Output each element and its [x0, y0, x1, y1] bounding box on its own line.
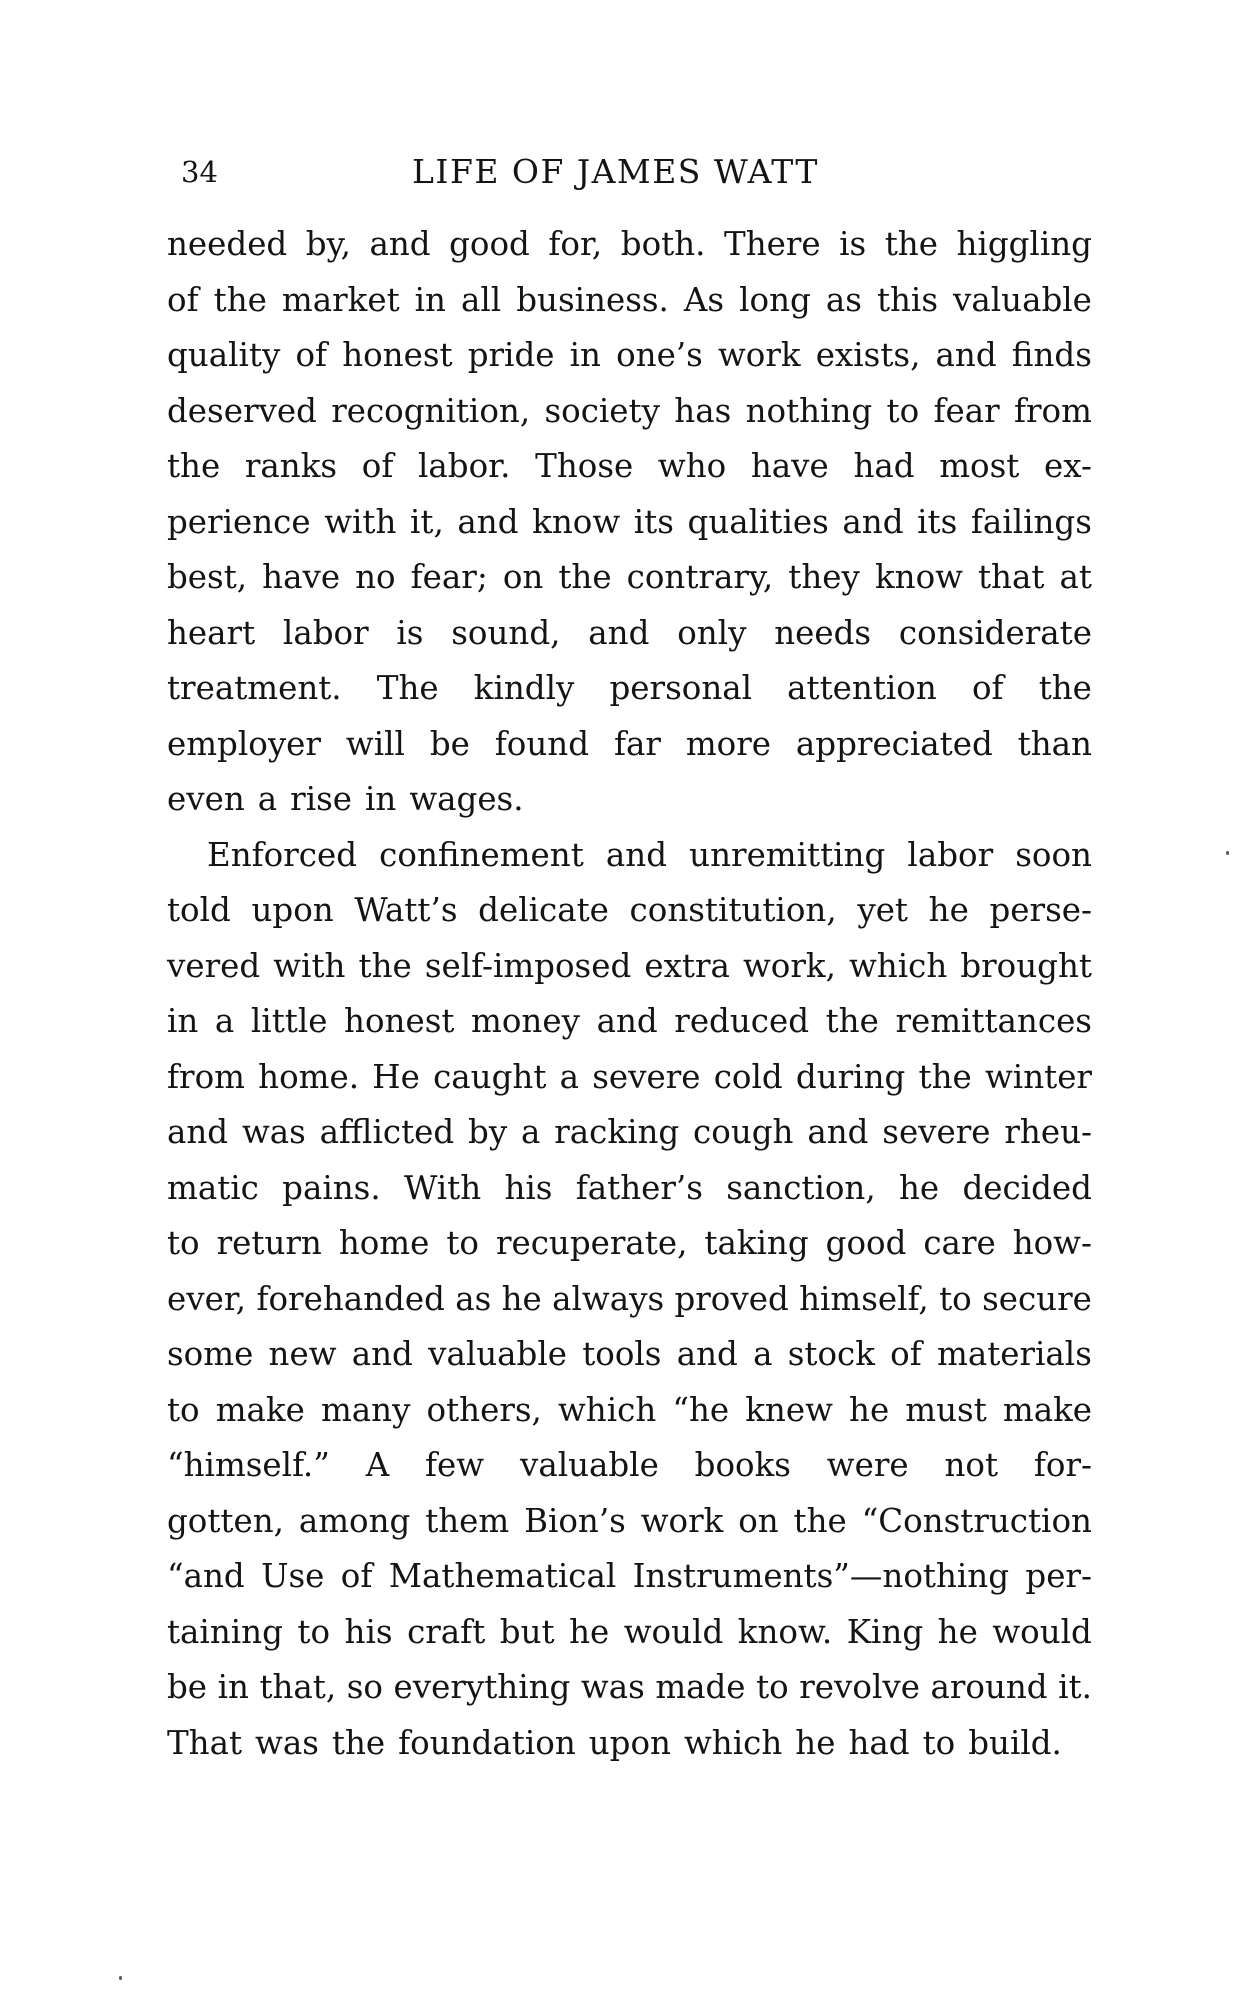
text-line [167, 994, 1092, 1050]
word: to [756, 1668, 789, 1706]
word: cold [713, 1057, 783, 1096]
word: good [825, 1224, 907, 1262]
word: he [569, 1612, 610, 1651]
word: and [457, 502, 519, 541]
word: is [839, 225, 867, 263]
word: return [216, 1224, 322, 1262]
word: has [674, 391, 732, 430]
word: perience [167, 502, 311, 541]
word: of [295, 336, 328, 374]
word: he [849, 1390, 890, 1429]
word: proved [674, 1279, 789, 1318]
word: qualities [687, 502, 829, 541]
word: rise [290, 780, 352, 818]
word: finds [1011, 336, 1092, 374]
word: he [795, 1723, 836, 1762]
word: sound, [451, 613, 561, 652]
word: the [1038, 669, 1092, 707]
word: to [446, 1224, 479, 1262]
word: only [677, 613, 747, 652]
word: work, [742, 946, 836, 985]
word: than [1017, 724, 1092, 763]
print-speck [1226, 851, 1229, 855]
text-line [167, 1716, 1092, 1772]
word: valuable [519, 1446, 659, 1484]
text-line [167, 1438, 1092, 1494]
word: the [918, 1057, 972, 1096]
word: home. [258, 1057, 360, 1096]
word: both. [620, 225, 706, 263]
word: his [344, 1612, 393, 1651]
word: with [324, 502, 397, 541]
word: his [504, 1168, 553, 1207]
word: new [268, 1335, 337, 1373]
word: which [683, 1723, 783, 1762]
word: but [499, 1612, 555, 1651]
word: rheu- [1004, 1113, 1092, 1151]
word: in [167, 1002, 199, 1040]
word: which [848, 946, 948, 985]
word: during [795, 1057, 906, 1096]
word: the [793, 1501, 847, 1540]
word: books [694, 1446, 791, 1484]
word: heart [167, 613, 256, 652]
word: not [944, 1446, 999, 1484]
word: afflicted [319, 1113, 455, 1151]
word: yet [857, 891, 908, 929]
word: to [922, 1723, 956, 1762]
word: the [167, 447, 221, 485]
word: care [923, 1224, 996, 1262]
word: “and [167, 1557, 245, 1595]
word: and [167, 1113, 229, 1151]
word: quality [167, 336, 281, 374]
word: pains. [282, 1168, 381, 1207]
word: caught [433, 1057, 547, 1096]
word: in [217, 1668, 249, 1706]
word: severe [882, 1113, 991, 1151]
word: of [361, 447, 394, 485]
word: self-imposed [424, 946, 632, 985]
word: personal [609, 669, 753, 707]
word: from [1013, 391, 1092, 430]
word: and [807, 1113, 869, 1151]
word: make [1002, 1390, 1092, 1429]
word: made [655, 1668, 746, 1706]
word: more [685, 724, 771, 763]
word: The [376, 669, 439, 707]
paragraph [167, 828, 1092, 1772]
word: for- [1033, 1446, 1092, 1484]
word: it, [410, 502, 444, 541]
word: long [739, 280, 811, 319]
word: would [623, 1612, 724, 1651]
word: a [214, 1002, 235, 1040]
word: he [928, 891, 969, 929]
word: told [167, 891, 231, 929]
word: Enforced [207, 835, 358, 874]
word: fear; [410, 558, 488, 596]
word: no [355, 558, 396, 596]
word: gotten, [167, 1501, 284, 1540]
word: and [935, 336, 997, 374]
word: a [257, 780, 278, 818]
word: among [298, 1501, 411, 1540]
word: would [992, 1612, 1092, 1651]
word: build. [968, 1723, 1062, 1762]
word: and [676, 1335, 738, 1373]
word: upon [588, 1723, 671, 1762]
word: best, [167, 558, 248, 596]
word: the [358, 946, 412, 985]
word: from [167, 1057, 245, 1096]
word: perse- [989, 891, 1092, 929]
word: father’s [575, 1168, 703, 1207]
text-line [167, 717, 1092, 773]
word: were [826, 1446, 909, 1484]
word: nothing [745, 391, 873, 430]
word: society [544, 391, 660, 430]
word: found [494, 724, 590, 763]
word: business. [516, 280, 669, 319]
word: cough [693, 1113, 794, 1151]
text-line [167, 1216, 1092, 1272]
word: himself, [799, 1279, 929, 1318]
word: for, [548, 225, 603, 263]
word: vered [167, 946, 261, 985]
word: how- [1012, 1224, 1092, 1262]
word: Bion’s [524, 1501, 626, 1540]
word: to [167, 1224, 200, 1262]
word: will [345, 724, 405, 763]
text-line [167, 1494, 1092, 1550]
word: most [939, 447, 1020, 485]
word: “himself.” [167, 1446, 330, 1484]
word: that, [259, 1668, 337, 1706]
word: Those [535, 447, 634, 485]
word: of [340, 1557, 373, 1595]
word: With [403, 1168, 482, 1207]
word: craft [407, 1612, 486, 1651]
text-line [167, 1605, 1092, 1661]
word: labor [907, 835, 994, 874]
text-line [167, 328, 1092, 384]
text-line [167, 828, 1092, 884]
word: a [753, 1335, 773, 1373]
text-line [167, 1660, 1092, 1716]
word: as [455, 1279, 492, 1318]
word: in [414, 280, 446, 319]
word: that [978, 558, 1045, 596]
word: others, [426, 1390, 542, 1429]
word: is [396, 613, 424, 652]
word: at [1059, 558, 1092, 596]
word: everything [393, 1668, 571, 1706]
running-head [167, 150, 1092, 194]
text-line [167, 1549, 1092, 1605]
word: Use [261, 1557, 325, 1595]
word: upon [251, 891, 334, 929]
word: There [724, 225, 821, 263]
word: by [468, 1113, 508, 1151]
word: foundation [398, 1723, 576, 1762]
word: employer [167, 724, 321, 763]
word: little [250, 1002, 328, 1040]
word: know [532, 502, 621, 541]
word: and [596, 1002, 658, 1040]
word: deserved [167, 391, 317, 430]
word: by, [305, 225, 351, 263]
word: was [241, 1113, 306, 1151]
word: the [331, 1723, 386, 1762]
word: constitution, [629, 891, 837, 929]
word: a [521, 1113, 541, 1151]
word: higgling [956, 225, 1092, 263]
word: winter [984, 1057, 1092, 1096]
word: they [788, 558, 860, 596]
word: of [167, 280, 199, 319]
word: the [884, 225, 938, 263]
word: it. [1058, 1668, 1092, 1706]
word: and [588, 613, 650, 652]
word: contrary, [626, 558, 774, 596]
word: Instruments”—nothing [632, 1557, 1010, 1595]
word: considerate [898, 613, 1092, 652]
word: have [262, 558, 341, 596]
word: “he [672, 1390, 730, 1429]
word: failings [970, 502, 1092, 541]
word: labor. [418, 447, 511, 485]
word: racking [554, 1113, 680, 1151]
word: matic [167, 1168, 259, 1207]
word: confinement [379, 835, 584, 874]
word: to [297, 1612, 331, 1651]
word: honest [342, 336, 453, 374]
word: be [429, 724, 470, 763]
word: with [273, 946, 346, 985]
text-line [167, 495, 1092, 551]
word: always [552, 1279, 665, 1318]
word: in [365, 780, 397, 818]
word: of [971, 669, 1004, 707]
word: this [876, 280, 939, 319]
word: which [557, 1390, 657, 1429]
word: on [738, 1501, 779, 1540]
word: must [905, 1390, 987, 1429]
word: treatment. [167, 669, 342, 707]
word: some [167, 1335, 254, 1373]
text-line [167, 661, 1092, 717]
word: around [930, 1668, 1048, 1706]
word: recognition, [331, 391, 531, 430]
word: to [939, 1279, 972, 1318]
text-line [167, 384, 1092, 440]
word: he [937, 1612, 978, 1651]
word: secure [982, 1279, 1092, 1318]
word: forehanded [256, 1279, 445, 1318]
word: the [825, 1002, 879, 1040]
word: revolve [799, 1668, 920, 1706]
word: exists, [815, 336, 921, 374]
word: appreciated [795, 724, 993, 763]
word: know [874, 558, 963, 596]
word: needed [167, 225, 288, 263]
running-title: LIFE OF JAMES WATT [412, 152, 819, 191]
word: and [369, 225, 431, 263]
word: its [633, 502, 674, 541]
word: decided [962, 1168, 1092, 1207]
page-number: 34 [181, 155, 218, 189]
text-line [167, 550, 1092, 606]
word: ever, [167, 1279, 247, 1318]
word: King [846, 1612, 924, 1651]
word: materials [937, 1335, 1092, 1373]
word: kindly [473, 669, 575, 707]
word: valuable [953, 280, 1092, 319]
body-text [167, 217, 1092, 1771]
word: to [167, 1390, 200, 1429]
word: was [255, 1723, 319, 1762]
word: severe [592, 1057, 701, 1096]
word: a [559, 1057, 579, 1096]
text-line [167, 273, 1092, 329]
word: far [613, 724, 661, 763]
word: brought [960, 946, 1092, 985]
text-line [167, 939, 1092, 995]
word: home [338, 1224, 430, 1262]
word: knew [745, 1390, 833, 1429]
word: he [501, 1279, 542, 1318]
word: so [346, 1668, 383, 1706]
word: sanction, [726, 1168, 876, 1207]
text-line [167, 1161, 1092, 1217]
word: was [580, 1668, 645, 1706]
text-line [167, 772, 1092, 828]
word: one’s [616, 336, 703, 374]
word: of [890, 1335, 922, 1373]
word: even [167, 780, 245, 818]
word: them [425, 1501, 510, 1540]
word: wages. [409, 780, 524, 818]
word: all [461, 280, 502, 319]
print-speck [119, 1976, 122, 1980]
word: and [605, 835, 668, 874]
word: honest [344, 1002, 455, 1040]
word: good [449, 225, 530, 263]
word: needs [774, 613, 872, 652]
word: reduced [674, 1002, 810, 1040]
text-line [167, 1105, 1092, 1161]
word: pride [467, 336, 555, 374]
text-line [167, 606, 1092, 662]
word: have [750, 447, 829, 485]
word: Watt’s [354, 891, 458, 929]
word: ex- [1044, 447, 1092, 485]
text-line [167, 1327, 1092, 1383]
word: As [683, 280, 725, 319]
word: valuable [428, 1335, 567, 1373]
text-line [167, 217, 1092, 273]
word: market [281, 280, 400, 319]
word: to [886, 391, 920, 430]
word: labor [282, 613, 369, 652]
word: Mathematical [388, 1557, 617, 1595]
word: extra [644, 946, 730, 985]
paragraph [167, 217, 1092, 828]
word: know. [737, 1612, 833, 1651]
word: unremitting [689, 835, 886, 874]
word: and [351, 1335, 413, 1373]
word: stock [787, 1335, 875, 1373]
word: be [167, 1668, 208, 1706]
word: recuperate, [495, 1224, 688, 1262]
word: and [842, 502, 904, 541]
word: delicate [478, 891, 609, 929]
word: tools [582, 1335, 662, 1373]
word: had [848, 1723, 910, 1762]
word: as [825, 280, 862, 319]
word: taking [704, 1224, 809, 1262]
text-line [167, 1272, 1092, 1328]
word: money [471, 1002, 580, 1040]
word: who [657, 447, 727, 485]
text-line [167, 1383, 1092, 1439]
word: “Construction [861, 1501, 1092, 1540]
word: many [320, 1390, 411, 1429]
word: remittances [895, 1002, 1092, 1040]
word: ranks [244, 447, 338, 485]
word: per- [1025, 1557, 1092, 1595]
word: fear [933, 391, 1000, 430]
word: its [917, 502, 958, 541]
word: work [717, 336, 801, 374]
text-line [167, 1050, 1092, 1106]
text-line [167, 439, 1092, 495]
word: in [569, 336, 601, 374]
word: work [640, 1501, 724, 1540]
word: A [365, 1446, 390, 1484]
word: few [425, 1446, 485, 1484]
word: on [502, 558, 544, 596]
word: taining [167, 1612, 283, 1651]
word: the [213, 280, 267, 319]
word: He [372, 1057, 420, 1096]
word: soon [1015, 835, 1092, 874]
word: he [898, 1168, 940, 1207]
text-line [167, 883, 1092, 939]
word: That [167, 1723, 243, 1762]
word: had [853, 447, 915, 485]
word: make [215, 1390, 305, 1429]
word: attention [787, 669, 937, 707]
word: the [558, 558, 612, 596]
